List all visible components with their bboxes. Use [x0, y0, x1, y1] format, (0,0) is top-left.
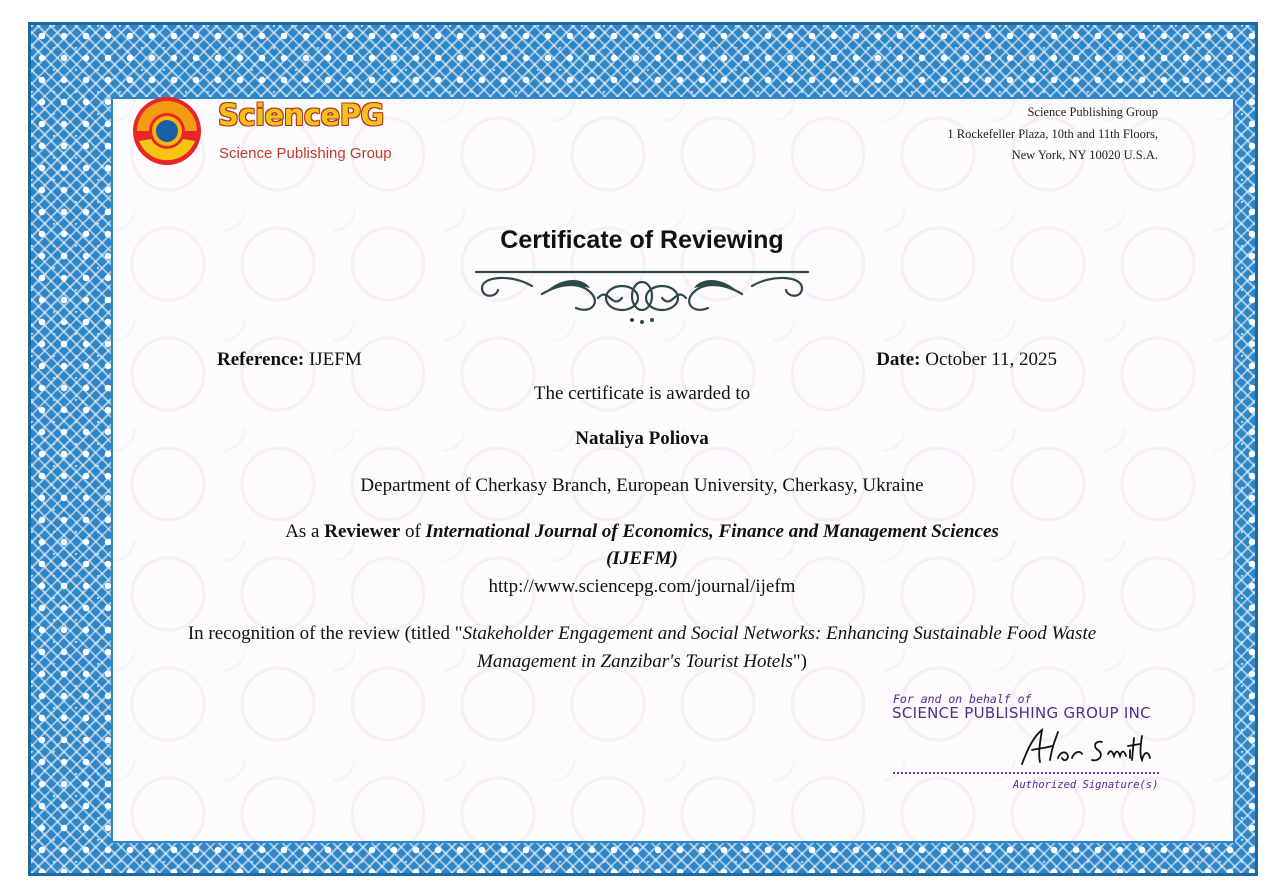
authorized-signature-label: Authorized Signature(s) — [1013, 779, 1159, 791]
handwritten-signature — [1010, 724, 1160, 772]
reviewer-prefix: As a — [285, 521, 320, 542]
date-label: Date: — [876, 349, 921, 370]
reference — [217, 349, 362, 371]
certificate-title: Certificate of Reviewing — [500, 226, 784, 254]
logo-subtitle: Science Publishing Group — [219, 145, 392, 162]
for-behalf-text: For and on behalf of — [893, 692, 1032, 706]
journal-name: International Journal of Economics, Finance and Management Sciences — [425, 521, 999, 542]
recipient-name: Nataliya Poliova — [575, 428, 709, 449]
journal-url: http://www.sciencepg.com/journal/ijefm — [488, 576, 796, 597]
recipient-department: Department of Cherkasy Branch, European University, Cherkasy, Ukraine — [360, 475, 924, 496]
journal-acronym: (IJEFM) — [606, 548, 678, 569]
recognition-prefix: In recognition of the review (titled " — [187, 623, 463, 644]
reviewer-role: Reviewer — [324, 521, 401, 542]
reviewer-line — [0, 521, 1284, 543]
awarded-text: The certificate is awarded to — [533, 383, 751, 404]
reference-value: IJEFM — [308, 349, 362, 370]
publisher-address — [947, 102, 1158, 167]
paper-title-part1: Stakeholder Engagement and Social Networks: Enhancing Sustainable Food Waste — [462, 623, 1097, 644]
paper-title-part2: Management in Zanzibar's Tourist Hotels — [477, 651, 793, 672]
signature-line — [893, 772, 1159, 774]
date-value: October 11, 2025 — [925, 349, 1057, 370]
date — [876, 349, 1057, 371]
logo-name: SciencePG — [218, 98, 384, 132]
recognition-suffix: ") — [792, 651, 807, 672]
address-line: Science Publishing Group — [1027, 105, 1158, 119]
reviewer-of: of — [404, 521, 421, 542]
recognition-text — [0, 620, 1284, 676]
ornament-flourish-icon — [472, 268, 812, 330]
sciencepg-logo-icon — [127, 95, 207, 167]
reference-label: Reference: — [217, 349, 305, 370]
address-line: 1 Rockefeller Plaza, 10th and 11th Floors, — [947, 126, 1158, 141]
address-line: New York, NY 10020 U.S.A. — [1011, 148, 1158, 162]
company-name: SCIENCE PUBLISHING GROUP INC — [892, 704, 1151, 722]
